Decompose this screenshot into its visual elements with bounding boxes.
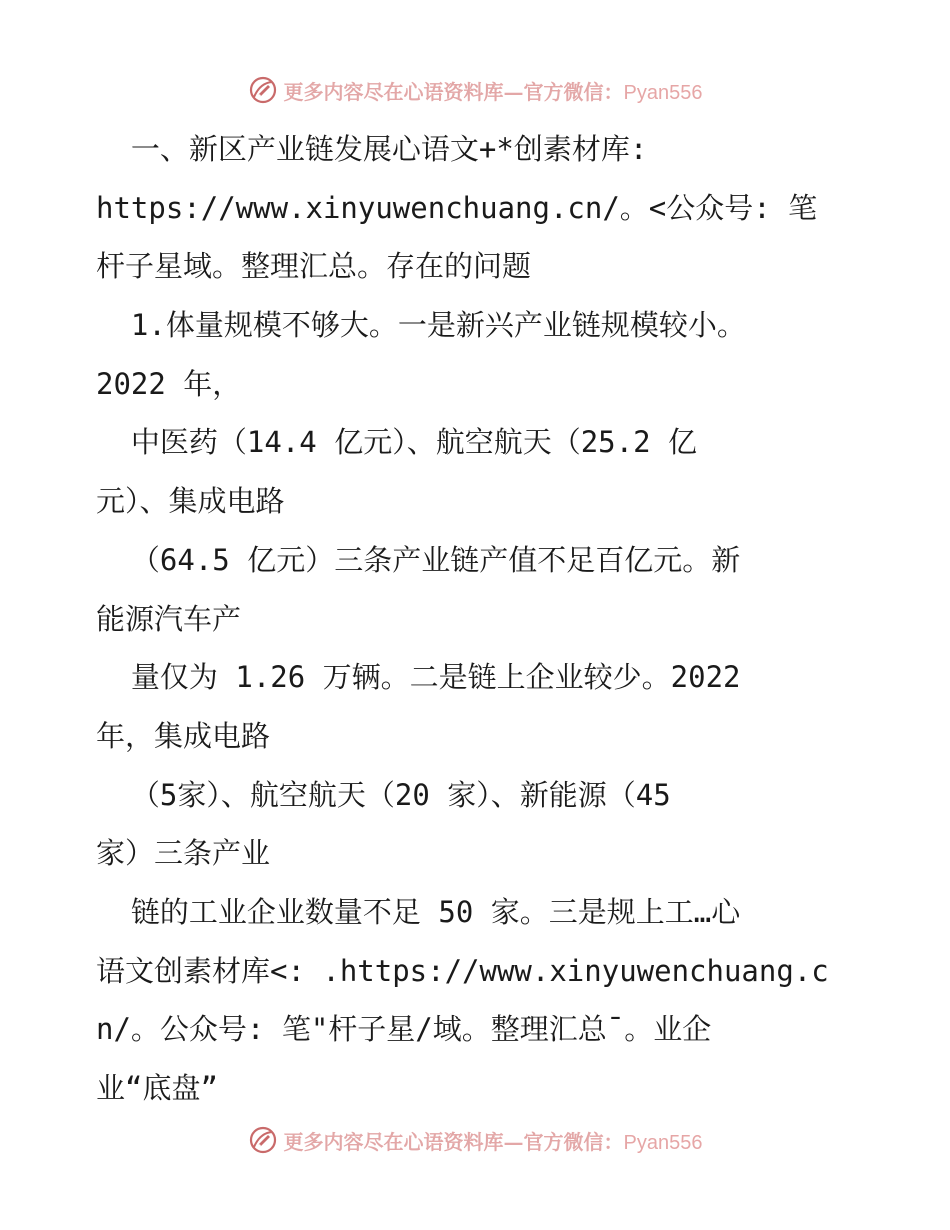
footer-wechat-id: Pyan556 bbox=[623, 1131, 703, 1154]
text-line: 一、新区产业链发展心语文+*创素材库: bbox=[96, 132, 648, 166]
text-line: 年，集成电路 bbox=[96, 718, 271, 753]
text-line: （64.5 亿元）三条产业链产值不足百亿元。新 bbox=[96, 542, 741, 577]
header-wechat-id: Pyan556 bbox=[623, 81, 703, 104]
text-line: 1.体量规模不够大。一是新兴产业链规模较小。 bbox=[96, 308, 746, 343]
pen-logo-icon bbox=[248, 1125, 278, 1155]
text-line: 杆子星域。整理汇总。存在的问题 bbox=[96, 249, 532, 284]
header-watermark bbox=[0, 70, 950, 110]
text-line: （5家）、航空航天（20 家）、新能源（45 bbox=[96, 777, 671, 812]
footer-watermark-text: 更多内容尽在心语资料库—官方微信：Pyan556 bbox=[283, 1129, 703, 1154]
text-line: 2022 年， bbox=[96, 366, 242, 401]
text-line: 元）、集成电路 bbox=[96, 484, 285, 519]
footer-watermark bbox=[0, 1120, 950, 1160]
text-line: 语文创素材库<: .https://www.xinyuwenchuang.c bbox=[96, 953, 829, 988]
header-watermark-text: 更多内容尽在心语资料库—官方微信：Pyan556 bbox=[283, 79, 703, 104]
text-line: 家）三条产业 bbox=[96, 836, 271, 871]
text-line: 中医药（14.4 亿元）、航空航天（25.2 亿 bbox=[96, 425, 698, 460]
text-line: 业“底盘” bbox=[96, 1071, 218, 1105]
text-line: 能源汽车产 bbox=[96, 601, 242, 636]
text-line: 量仅为 1.26 万辆。二是链上企业较少。2022 bbox=[96, 660, 741, 695]
pen-logo-icon bbox=[248, 75, 278, 105]
text-line: https://www.xinyuwenchuang.cn/。<公众号: 笔 bbox=[96, 190, 818, 225]
text-line: n/。公众号: 笔"杆子星/域。整理汇总¯。业企 bbox=[96, 1012, 712, 1047]
document-body bbox=[96, 120, 856, 1118]
text-line: 链的工业企业数量不足 50 家。三是规上工…心 bbox=[96, 894, 741, 929]
